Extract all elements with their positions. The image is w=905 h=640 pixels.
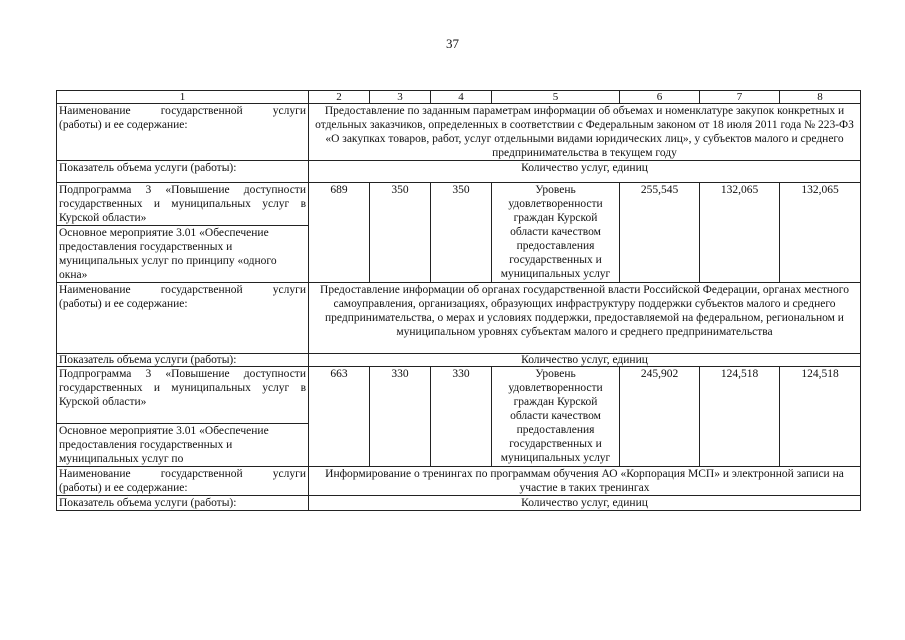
- subprogram-label: Подпрограмма 3 «Повышение доступности государственных и муниципальных услуг в Курской области»: [57, 367, 309, 424]
- service-name-row: [57, 467, 861, 496]
- volume-indicator-value: Количество услуг, единиц: [309, 496, 861, 511]
- value-col6: 255,545: [620, 183, 700, 283]
- value-col4: 350: [431, 183, 492, 283]
- service-name-label: [57, 104, 309, 161]
- service-description: Предоставление по заданным параметрам информации об объемах и номенклатуре закупок конкретных и отдельных заказчиков, определенных в соответствии с Федеральным законом от 18 июля 2011 года № 223-ФЗ «О закупках товаров, работ, услуг отдельными видами юридических лиц», у субъектов малого и среднего предпринимательства в текущем году: [309, 104, 861, 161]
- value-col3: 330: [370, 367, 431, 467]
- volume-indicator-label: Показатель объема услуги (работы):: [57, 161, 309, 183]
- volume-indicator-value: Количество услуг, единиц: [309, 354, 861, 367]
- service-name-label-line2: (работы) и ее содержание:: [59, 482, 188, 494]
- activity-label: Основное мероприятие 3.01 «Обеспечение предоставления государственных и муниципальных услуг по принципу «одного окна»: [57, 226, 309, 283]
- page-number: 37: [446, 36, 459, 51]
- activity-label: Основное мероприятие 3.01 «Обеспечение предоставления государственных и муниципальных услуг по: [57, 424, 309, 467]
- service-name-label: [57, 467, 309, 496]
- column-header: 4: [431, 91, 492, 104]
- service-name-label-line1: Наименование государственной услуги: [59, 105, 306, 117]
- service-name-label-line2: (работы) и ее содержание:: [59, 298, 188, 310]
- column-header: 3: [370, 91, 431, 104]
- subprogram-row: [57, 367, 861, 424]
- subprogram-label: Подпрограмма 3 «Повышение доступности государственных и муниципальных услуг в Курской области»: [57, 183, 309, 226]
- volume-indicator-value: Количество услуг, единиц: [309, 161, 861, 183]
- service-name-label-line2: (работы) и ее содержание:: [59, 119, 188, 131]
- value-col8: 132,065: [780, 183, 861, 283]
- service-description: Предоставление информации об органах государственной власти Российской Федерации, органах местного самоуправления, организациях, образующих инфраструктуру поддержки субъектов малого и среднего предпринимательства, о мерах и условиях поддержки, предоставляемой на федеральном, региональном и муниципальном уровнях субъектам малого и среднего предпринимательства: [309, 283, 861, 354]
- service-description: Информирование о тренингах по программам обучения АО «Корпорация МСП» и электронной записи на участие в таких тренингах: [309, 467, 861, 496]
- value-col2: 663: [309, 367, 370, 467]
- service-name-row: [57, 104, 861, 161]
- volume-indicator-label: Показатель объема услуги (работы):: [57, 496, 309, 511]
- column-header: 5: [492, 91, 620, 104]
- quality-indicator: Уровень удовлетворенности граждан Курской области качеством предоставления государственных и муниципальных услуг: [492, 367, 620, 467]
- column-header: 6: [620, 91, 700, 104]
- value-col7: 132,065: [700, 183, 780, 283]
- column-header: 8: [780, 91, 861, 104]
- service-name-label: [57, 283, 309, 354]
- service-name-label-line1: Наименование государственной услуги: [59, 284, 306, 296]
- volume-indicator-row: [57, 496, 861, 511]
- value-col2: 689: [309, 183, 370, 283]
- column-number-row: [57, 91, 861, 104]
- column-header: 1: [57, 91, 309, 104]
- quality-indicator: Уровень удовлетворенности граждан Курской области качеством предоставления государственных и муниципальных услуг: [492, 183, 620, 283]
- value-col4: 330: [431, 367, 492, 467]
- service-name-label-line1: Наименование государственной услуги: [59, 468, 306, 480]
- value-col6: 245,902: [620, 367, 700, 467]
- subprogram-row: [57, 183, 861, 226]
- column-header: 7: [700, 91, 780, 104]
- volume-indicator-row: [57, 161, 861, 183]
- volume-indicator-row: [57, 354, 861, 367]
- service-name-row: [57, 283, 861, 354]
- column-header: 2: [309, 91, 370, 104]
- value-col8: 124,518: [780, 367, 861, 467]
- volume-indicator-label: Показатель объема услуги (работы):: [57, 354, 309, 367]
- services-table: [56, 90, 861, 511]
- value-col7: 124,518: [700, 367, 780, 467]
- value-col3: 350: [370, 183, 431, 283]
